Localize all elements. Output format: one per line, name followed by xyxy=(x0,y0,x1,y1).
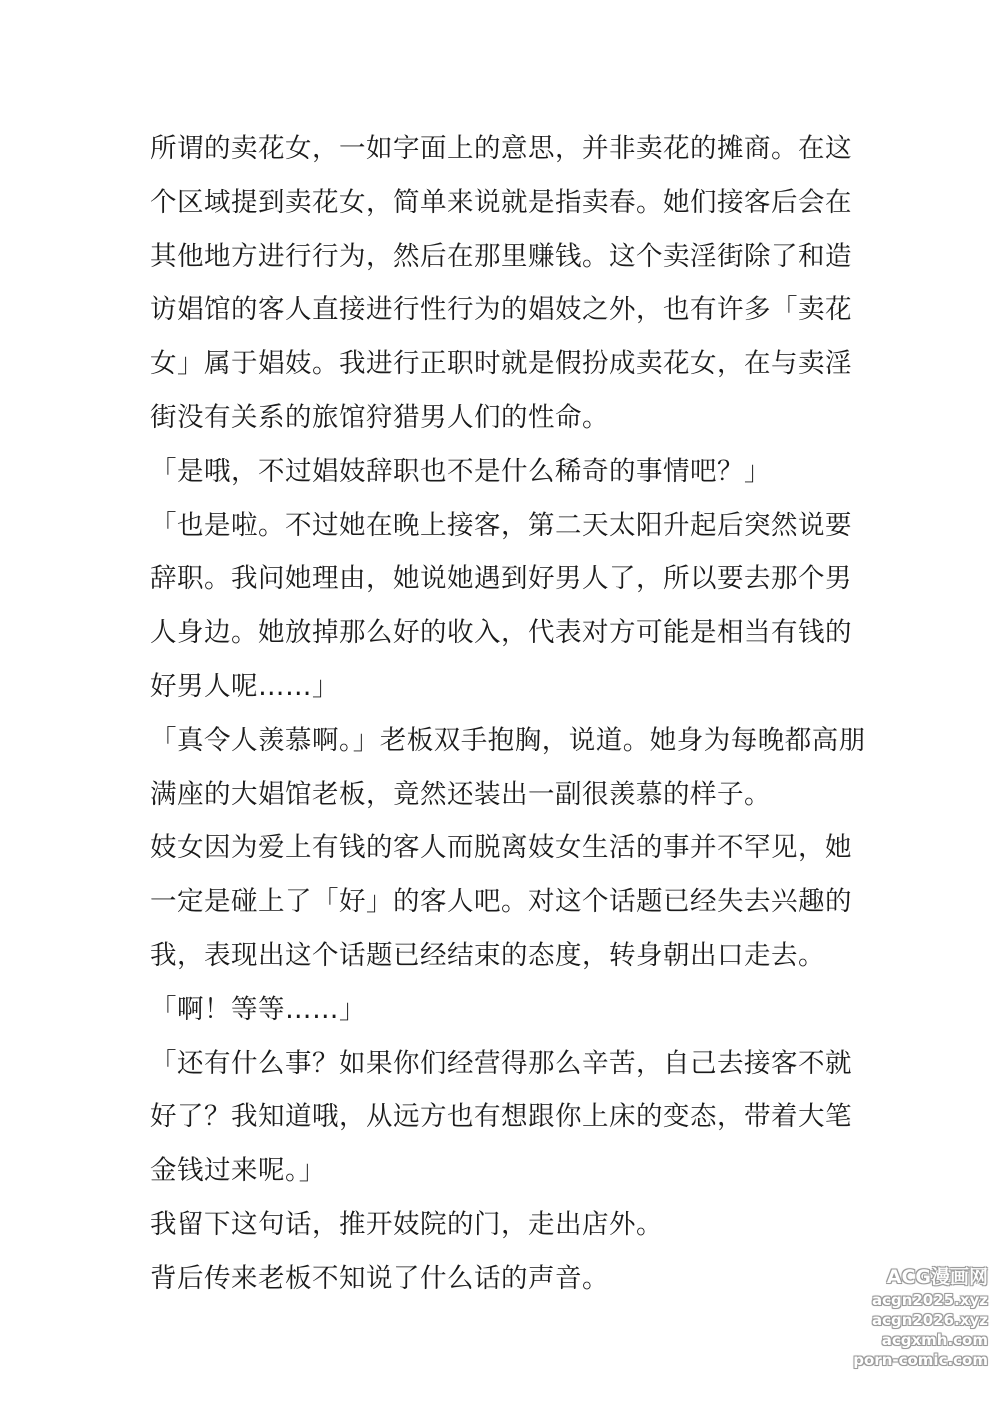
text-line: 妓女因为爱上有钱的客人而脱离妓女生活的事并不罕见，她 xyxy=(150,832,852,864)
text-line: 辞职。我问她理由，她说她遇到好男人了，所以要去那个男 xyxy=(150,563,852,595)
watermark-url: acgn2026.xyz xyxy=(871,1311,988,1329)
text-line: 满座的大娼馆老板，竟然还装出一副很羡慕的样子。 xyxy=(150,778,771,810)
text-line: 好了？我知道哦，从远方也有想跟你上床的变态，带着大笔 xyxy=(150,1101,852,1133)
text-line: 其他地方进行行为，然后在那里赚钱。这个卖淫街除了和造 xyxy=(150,240,852,272)
site-watermark xyxy=(838,1264,988,1370)
watermark-title: ACG漫画网 xyxy=(886,1266,988,1288)
text-line: 个区域提到卖花女，简单来说就是指卖春。她们接客后会在 xyxy=(150,186,852,218)
text-line: 好男人呢……」 xyxy=(150,670,339,702)
text-line: 女」属于娼妓。我进行正职时就是假扮成卖花女，在与卖淫 xyxy=(150,348,852,380)
text-line: 「啊！等等……」 xyxy=(150,993,366,1025)
text-line: 我，表现出这个话题已经结束的态度，转身朝出口走去。 xyxy=(150,939,825,971)
text-line: 我留下这句话，推开妓院的门，走出店外。 xyxy=(150,1208,663,1240)
text-line: 人身边。她放掉那么好的收入，代表对方可能是相当有钱的 xyxy=(150,617,852,649)
text-line: 访娼馆的客人直接进行性行为的娼妓之外，也有许多「卖花 xyxy=(150,294,852,326)
text-line: 「也是啦。不过她在晚上接客，第二天太阳升起后突然说要 xyxy=(150,509,852,541)
text-line: 「是哦，不过娼妓辞职也不是什么稀奇的事情吧？」 xyxy=(150,455,771,487)
text-line: 街没有关系的旅馆狩猎男人们的性命。 xyxy=(150,401,609,433)
watermark-url: acgn2025.xyz xyxy=(871,1291,988,1309)
text-line: 「真令人羡慕啊。」老板双手抱胸，说道。她身为每晚都高朋 xyxy=(150,724,866,756)
text-line: 一定是碰上了「好」的客人吧。对这个话题已经失去兴趣的 xyxy=(150,886,852,918)
watermark-url: acgxmh.com xyxy=(881,1331,988,1349)
text-line: 所谓的卖花女，一如字面上的意思，并非卖花的摊商。在这 xyxy=(150,133,852,164)
body-text xyxy=(150,122,866,1306)
text-line: 「还有什么事？如果你们经营得那么辛苦，自己去接客不就 xyxy=(150,1047,852,1079)
watermark-url: porn-comic.com xyxy=(853,1351,988,1369)
text-line: 金钱过来呢。」 xyxy=(150,1155,326,1187)
text-line: 背后传来老板不知说了什么话的声音。 xyxy=(150,1262,609,1294)
